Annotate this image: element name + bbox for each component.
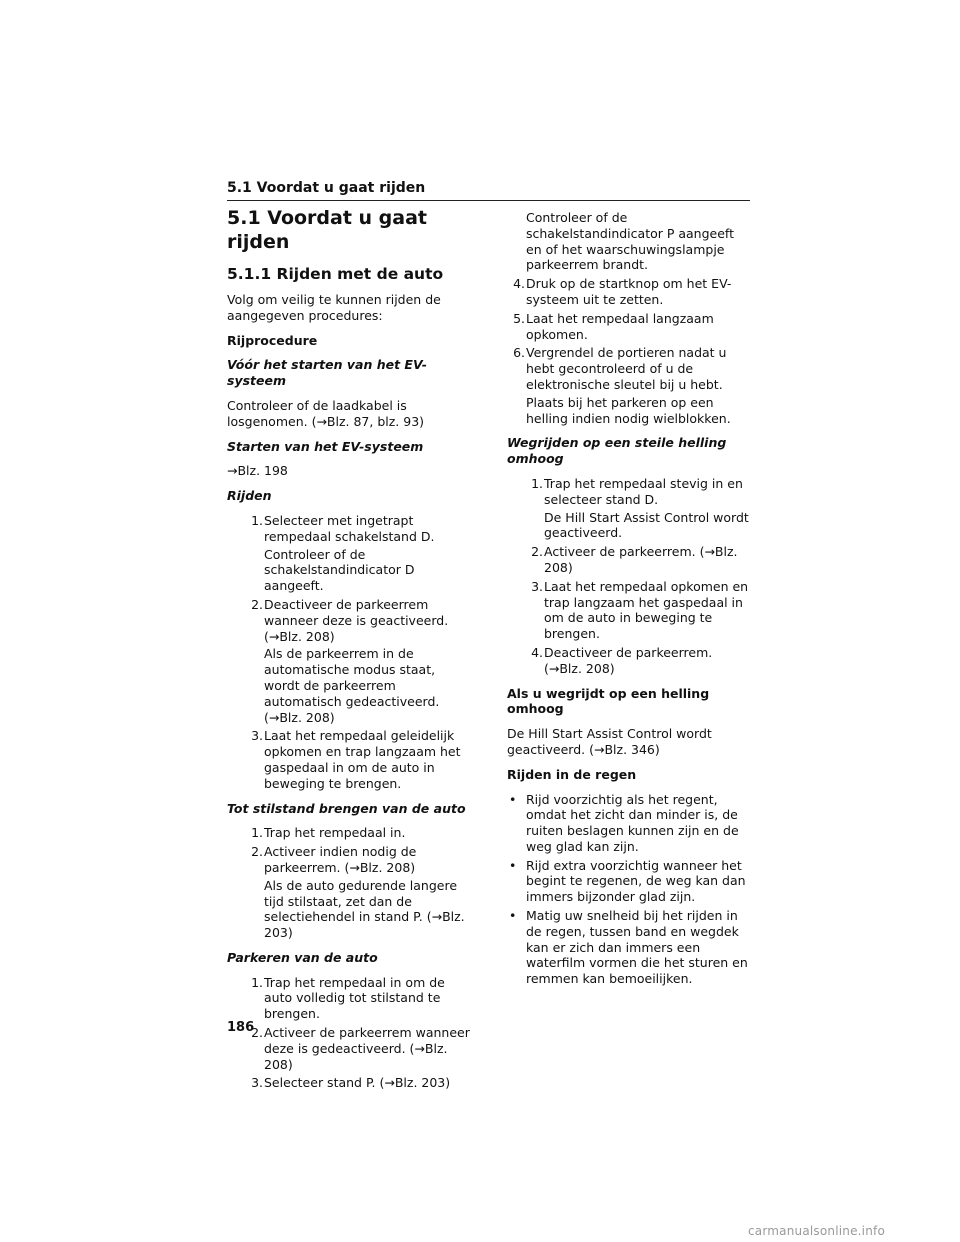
list-rain	[507, 792, 752, 988]
list-item	[525, 579, 752, 642]
list-item	[245, 728, 472, 791]
list-item-text: Selecteer met ingetrapt rempedaal schakelstand D.	[264, 512, 435, 544]
list-item	[245, 597, 472, 725]
slope-text: De Hill Start Assist Control wordt geactiveerd. (→Blz. 346)	[507, 726, 712, 757]
list-item-number: 2.	[251, 1025, 263, 1041]
list-item-number: 1.	[251, 974, 263, 990]
running-header: 5.1 Voordat u gaat rijden	[227, 178, 750, 201]
list-item-text: Activeer de parkeerrem wanneer deze is gedeactiveerd. (→Blz. 208)	[264, 1025, 470, 1072]
list-item	[507, 792, 752, 855]
heading-rain: Rijden in de regen	[507, 766, 637, 782]
left-column	[227, 206, 472, 1100]
list-item-text: Laat het rempedaal geleidelijk opkomen en trap langzaam het gaspedaal in om de auto in beweging te brengen.	[264, 728, 461, 791]
page-number: 186	[227, 1020, 255, 1035]
list-rijden	[245, 513, 472, 792]
list-item	[507, 311, 752, 343]
list-item	[245, 1025, 472, 1072]
list-item-number: 1.	[251, 512, 263, 528]
list-park	[245, 975, 472, 1092]
list-item-text: Activeer de parkeerrem. (→Blz. 208)	[544, 544, 738, 575]
heading-slope: Als u wegrijdt op een helling omhoog	[507, 685, 710, 717]
heading-stop: Tot stilstand brengen van de auto	[227, 800, 466, 816]
watermark-text: carmanualsonline.info	[748, 1224, 885, 1238]
list-item	[507, 908, 752, 987]
list-item-note: De Hill Start Assist Control wordt geactiveerd.	[544, 509, 749, 541]
list-item	[245, 513, 472, 594]
list-park-continued	[507, 276, 752, 426]
list-item-note: Als de parkeerrem in de automatische modus staat, wordt de parkeerrem automatisch gedeactiveerd. (→Blz. 208)	[264, 646, 440, 725]
list-item-note: Controleer of de schakelstandindicator D aangeeft.	[264, 546, 415, 594]
list-item-number: 2.	[251, 844, 263, 860]
list-item	[507, 345, 752, 426]
list-item-text: Trap het rempedaal in om de auto volledig tot stilstand te brengen.	[264, 974, 445, 1022]
list-item-number: 2.	[251, 596, 263, 612]
list-item-number: 5.	[513, 310, 525, 326]
list-item-number: 2.	[531, 544, 543, 560]
heading-hill-start: Wegrijden op een steile helling omhoog	[507, 435, 727, 467]
list-item-text: Druk op de startknop om het EV-systeem uit te zetten.	[526, 276, 732, 307]
list-item	[245, 825, 472, 841]
right-column	[507, 210, 752, 996]
list-item-text: Selecteer stand P. (→Blz. 203)	[264, 1075, 451, 1091]
list-item-text: Laat het rempedaal opkomen en trap langzaam het gaspedaal in om de auto in beweging te brengen.	[544, 578, 749, 642]
list-item-number: •	[509, 857, 517, 873]
list-item-text: Rijd extra voorzichtig wanneer het begint te regenen, de weg kan dan immers bijzonder glad zijn.	[526, 857, 746, 905]
list-item-number: 1.	[531, 475, 543, 491]
list-item	[525, 645, 752, 677]
list-item-note: Plaats bij het parkeren op een helling indien nodig wielblokken.	[526, 394, 731, 426]
list-item-note: Als de auto gedurende langere tijd stilstaat, zet dan de selectiehendel in stand P. (→Blz. 203)	[264, 877, 465, 941]
list-item-text: Trap het rempedaal stevig in en selecteer stand D.	[544, 475, 743, 507]
list-item-number: 1.	[251, 825, 263, 841]
list-item-number: 3.	[531, 578, 543, 594]
start-system-ref: →Blz. 198	[227, 463, 288, 479]
heading-start-system: Starten van het EV-systeem	[227, 438, 424, 454]
list-item-text: Vergrendel de portieren nadat u hebt gecontroleerd of u de elektronische sleutel bij u hebt.	[526, 345, 727, 392]
list-item-text: Laat het rempedaal langzaam opkomen.	[526, 310, 714, 342]
heading-rijprocedure: Rijprocedure	[227, 332, 318, 348]
list-item-number: 4.	[513, 276, 525, 292]
before-start-text: Controleer of de laadkabel is losgenomen. (→Blz. 87, blz. 93)	[227, 397, 425, 429]
list-stop	[245, 825, 472, 941]
list-item	[245, 844, 472, 941]
list-item	[507, 276, 752, 308]
list-item-text: Deactiveer de parkeerrem. (→Blz. 208)	[544, 644, 713, 676]
list-item-number: 3.	[251, 1075, 263, 1091]
list-item-text: Activeer indien nodig de parkeerrem. (→Blz. 208)	[264, 844, 417, 875]
list-item-number: 6.	[513, 345, 525, 361]
list-item-number: •	[509, 908, 517, 924]
heading-park: Parkeren van de auto	[227, 949, 378, 965]
list-item-text: Rijd voorzichtig als het regent, omdat het zicht dan minder is, de ruiten beslagen kunnen zijn en de weg glad kan zijn.	[526, 791, 739, 854]
list-item	[525, 476, 752, 541]
list-item	[245, 975, 472, 1022]
list-item-number: 3.	[251, 728, 263, 744]
list-item-text: Matig uw snelheid bij het rijden in de regen, tussen band en wegdek kan er zich dan immers een waterfilm vormen die het sturen en remmen kan bemoeilijken.	[526, 908, 748, 987]
list-item	[507, 858, 752, 905]
list-item	[525, 544, 752, 576]
heading-before-start: Vóór het starten van het EV-systeem	[227, 357, 427, 389]
heading-rijden: Rijden	[227, 488, 272, 504]
park-continued-note: Controleer of de schakelstandindicator P aangeeft en of het waarschuwingslampje parkeerrem brandt.	[526, 210, 735, 273]
intro-text: Volg om veilig te kunnen rijden de aangegeven procedures:	[227, 292, 441, 323]
list-hill-start	[525, 476, 752, 677]
list-item	[245, 1075, 472, 1091]
list-item-number: •	[509, 791, 517, 807]
subsection-title: 5.1.1 Rijden met de auto	[227, 265, 444, 283]
list-item-number: 4.	[531, 644, 543, 660]
list-item-text: Trap het rempedaal in.	[264, 825, 406, 841]
section-title: 5.1 Voordat u gaat rijden	[227, 207, 428, 253]
list-item-text: Deactiveer de parkeerrem wanneer deze is geactiveerd. (→Blz. 208)	[264, 596, 449, 644]
